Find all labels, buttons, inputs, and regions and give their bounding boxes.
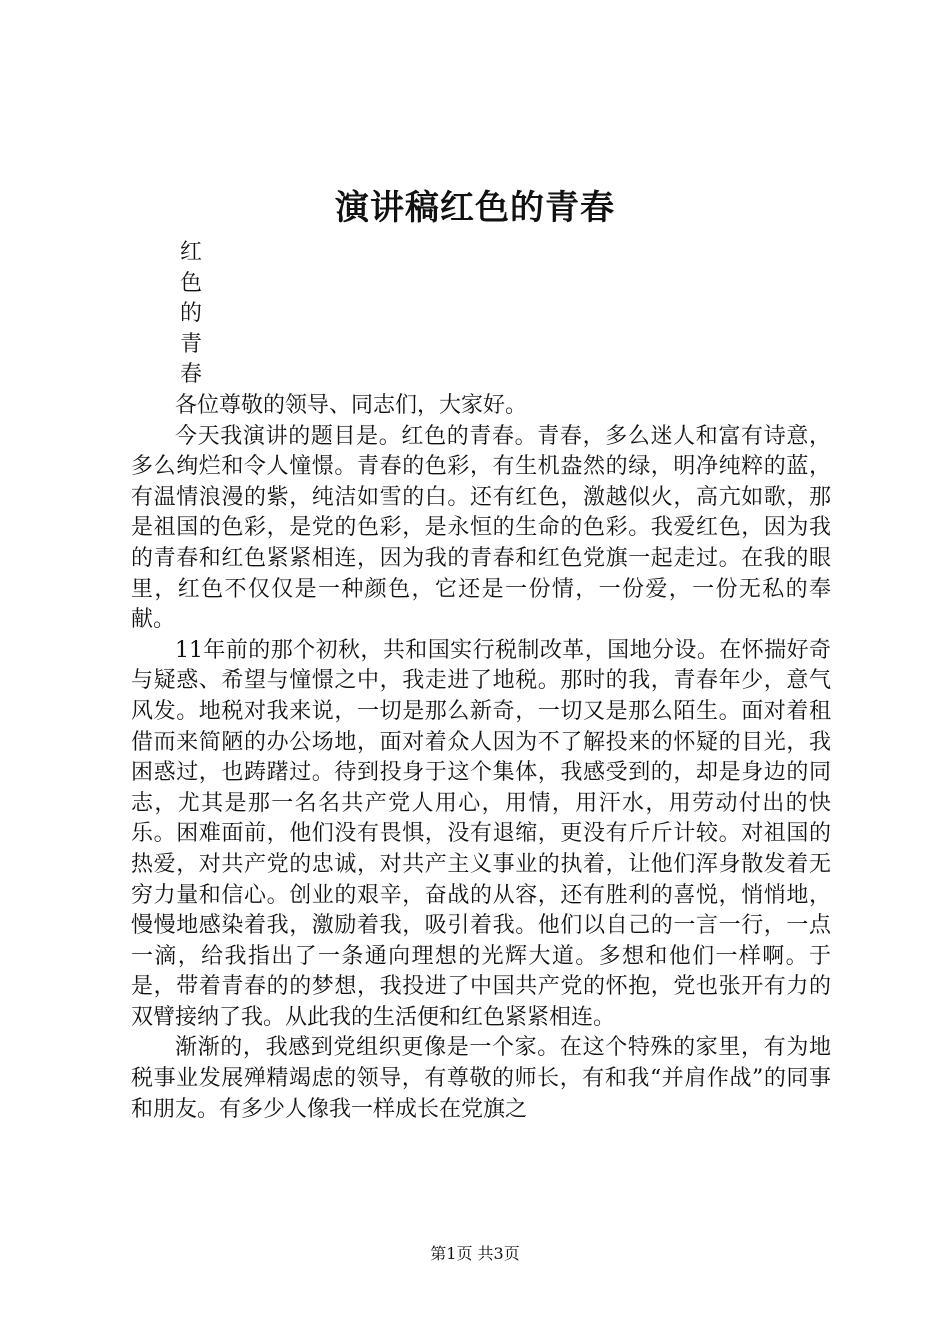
vertical-heading-char: 色: [180, 270, 203, 296]
body-paragraph: 渐渐的，我感到党组织更像是一个家。在这个特殊的家里，有为地税事业发展殚精竭虑的领导，有尊敬的师长，有和我“并肩作战”的同事和朋友。有多少人像我一样成长在党旗之: [131, 1035, 831, 1122]
document-title: 演讲稿红色的青春: [335, 188, 615, 228]
body-paragraph: 今天我演讲的题目是。红色的青春。青春，多么迷人和富有诗意，多么绚烂和令人憧憬。青春的色彩，有生机盎然的绿，明净纯粹的蓝，有温情浪漫的紫，纯洁如雪的白。还有红色，激越似火，高亢如歌，那是祖国的色彩，是党的色彩，是永恒的生命的色彩。我爱红色，因为我的青春和红色紧紧相连，因为我的青春和红色党旗一起走过。在我的眼里，红色不仅仅是一种颜色，它还是一份情，一份爱，一份无私的奉献。: [131, 423, 831, 633]
vertical-heading-char: 的: [180, 301, 203, 326]
body-paragraph: 11年前的那个初秋，共和国实行税制改革，国地分设。在怀揣好奇与疑惑、希望与憧憬之中，我走进了地税。那时的我，青春年少，意气风发。地税对我来说，一切是那么新奇，一切又是那么陌生。面对着租借而来简陋的办公场地，面对着众人因为不了解投来的怀疑的目光，我困惑过，也踌躇过。待到投身于这个集体，我感受到的，却是身边的同志，尤其是那一名名共产党人用心，用情，用汗水，用劳动付出的快乐。困难面前，他们没有畏惧，没有退缩，更没有斤斤计较。对祖国的热爱，对共产党的忠诚，对共产主义事业的执着，让他们浑身散发着无穷力量和信心。创业的艰辛，奋战的从容，还有胜利的喜悦，悄悄地，慢慢地感染着我，激励着我，吸引着我。他们以自己的一言一行，一点一滴，给我指出了一条通向理想的光辉大道。多想和他们一样啊。于是，带着青春的的梦想，我投进了中国共产党的怀抱，党也张开有力的双臂接纳了我。从此我的生活便和红色紧紧相连。: [131, 637, 831, 1030]
vertical-heading-char: 春: [180, 362, 203, 387]
vertical-heading-char: 青: [180, 331, 203, 357]
greeting-paragraph: 各位尊敬的领导、同志们，大家好。: [175, 393, 528, 418]
page-number-footer: 第1页 共3页: [430, 1244, 520, 1263]
vertical-heading: [180, 238, 210, 391]
document-body: [131, 391, 831, 1125]
vertical-heading-char: 红: [180, 240, 203, 265]
